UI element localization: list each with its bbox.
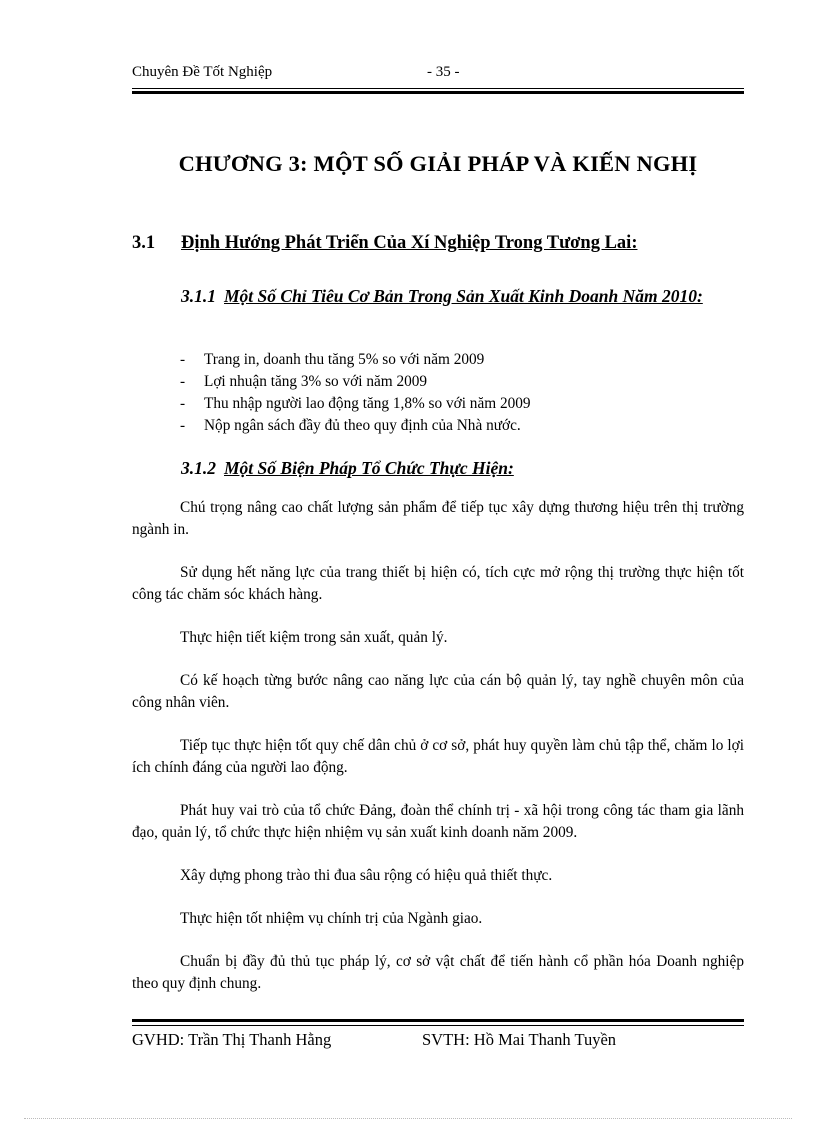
subsection-heading-3-1-1 — [181, 286, 744, 307]
list-item-text: Lợi nhuận tăng 3% so với năm 2009 — [204, 373, 428, 390]
list-item: - Thu nhập người lao động tăng 1,8% so với năm 2009 — [180, 395, 531, 412]
paragraph: Chú trọng nâng cao chất lượng sản phẩm để tiếp tục xây dựng thương hiệu trên thị trường ngành in. — [132, 499, 744, 538]
paragraph: Thực hiện tiết kiệm trong sản xuất, quản lý. — [180, 629, 448, 646]
list-item: - Nộp ngân sách đầy đủ theo quy định của Nhà nước. — [180, 417, 521, 434]
section-number: 3.1 — [132, 233, 156, 253]
list-item: - Lợi nhuận tăng 3% so với năm 2009 — [180, 373, 428, 390]
measures-body — [132, 497, 744, 1016]
header-rule-thin — [132, 88, 744, 89]
list-item-text: Nộp ngân sách đầy đủ theo quy định của Nhà nước. — [204, 417, 521, 434]
page-header — [132, 64, 744, 86]
footer-rule-thick — [132, 1019, 744, 1022]
paragraph: Chuẩn bị đầy đủ thủ tục pháp lý, cơ sở vật chất để tiến hành cổ phần hóa Doanh nghiệp theo quy định chung. — [132, 953, 744, 992]
page-number: - 35 - — [427, 64, 460, 80]
subsection-title: Một Số Biện Pháp Tổ Chức Thực Hiện: — [224, 458, 514, 478]
list-item-text: Trang in, doanh thu tăng 5% so với năm 2009 — [204, 351, 485, 368]
paragraph: Sử dụng hết năng lực của trang thiết bị hiện có, tích cực mở rộng thị trường thực hiện tốt công tác chăm sóc khách hàng. — [132, 564, 744, 603]
targets-list — [180, 349, 740, 437]
paragraph: Có kế hoạch từng bước nâng cao năng lực của cán bộ quản lý, tay nghề chuyên môn của công nhân viên. — [132, 672, 744, 711]
chapter-title: CHƯƠNG 3: MỘT SỐ GIẢI PHÁP VÀ KIẾN NGHỊ — [178, 151, 698, 176]
paragraph: Phát huy vai trò của tổ chức Đảng, đoàn thể chính trị - xã hội trong công tác tham gia lãnh đạo, quản lý, tổ chức thực hiện nhiệm vụ sản xuất kinh doanh năm 2009. — [132, 802, 744, 841]
footer-rule-thin — [132, 1025, 744, 1026]
subsection-title: Một Số Chỉ Tiêu Cơ Bản Trong Sản Xuất Kinh Doanh Năm 2010: — [224, 286, 703, 306]
section-title: Định Hướng Phát Triển Của Xí Nghiệp Trong Tương Lai: — [181, 233, 638, 253]
paragraph: Tiếp tục thực hiện tốt quy chế dân chủ ở cơ sở, phát huy quyền làm chủ tập thể, chăm lo lợi ích chính đáng của người lao động. — [132, 737, 744, 776]
header-title: Chuyên Đề Tốt Nghiệp — [132, 64, 273, 80]
paragraph: Thực hiện tốt nhiệm vụ chính trị của Ngành giao. — [180, 910, 483, 927]
footer-student: SVTH: Hồ Mai Thanh Tuyền — [422, 1030, 617, 1049]
page-footer — [132, 1030, 744, 1052]
subsection-heading-3-1-2 — [181, 458, 744, 479]
list-item-text: Thu nhập người lao động tăng 1,8% so với năm 2009 — [204, 395, 531, 412]
subsection-number: 3.1.2 — [181, 458, 216, 478]
page-edge-divider — [24, 1118, 792, 1119]
paragraph: Xây dựng phong trào thi đua sâu rộng có hiệu quả thiết thực. — [180, 867, 553, 884]
header-rule-thick — [132, 91, 744, 94]
footer-advisor: GVHD: Trần Thị Thanh Hằng — [132, 1030, 332, 1049]
subsection-number: 3.1.1 — [181, 286, 216, 306]
list-item: - Trang in, doanh thu tăng 5% so với năm 2009 — [180, 351, 485, 368]
